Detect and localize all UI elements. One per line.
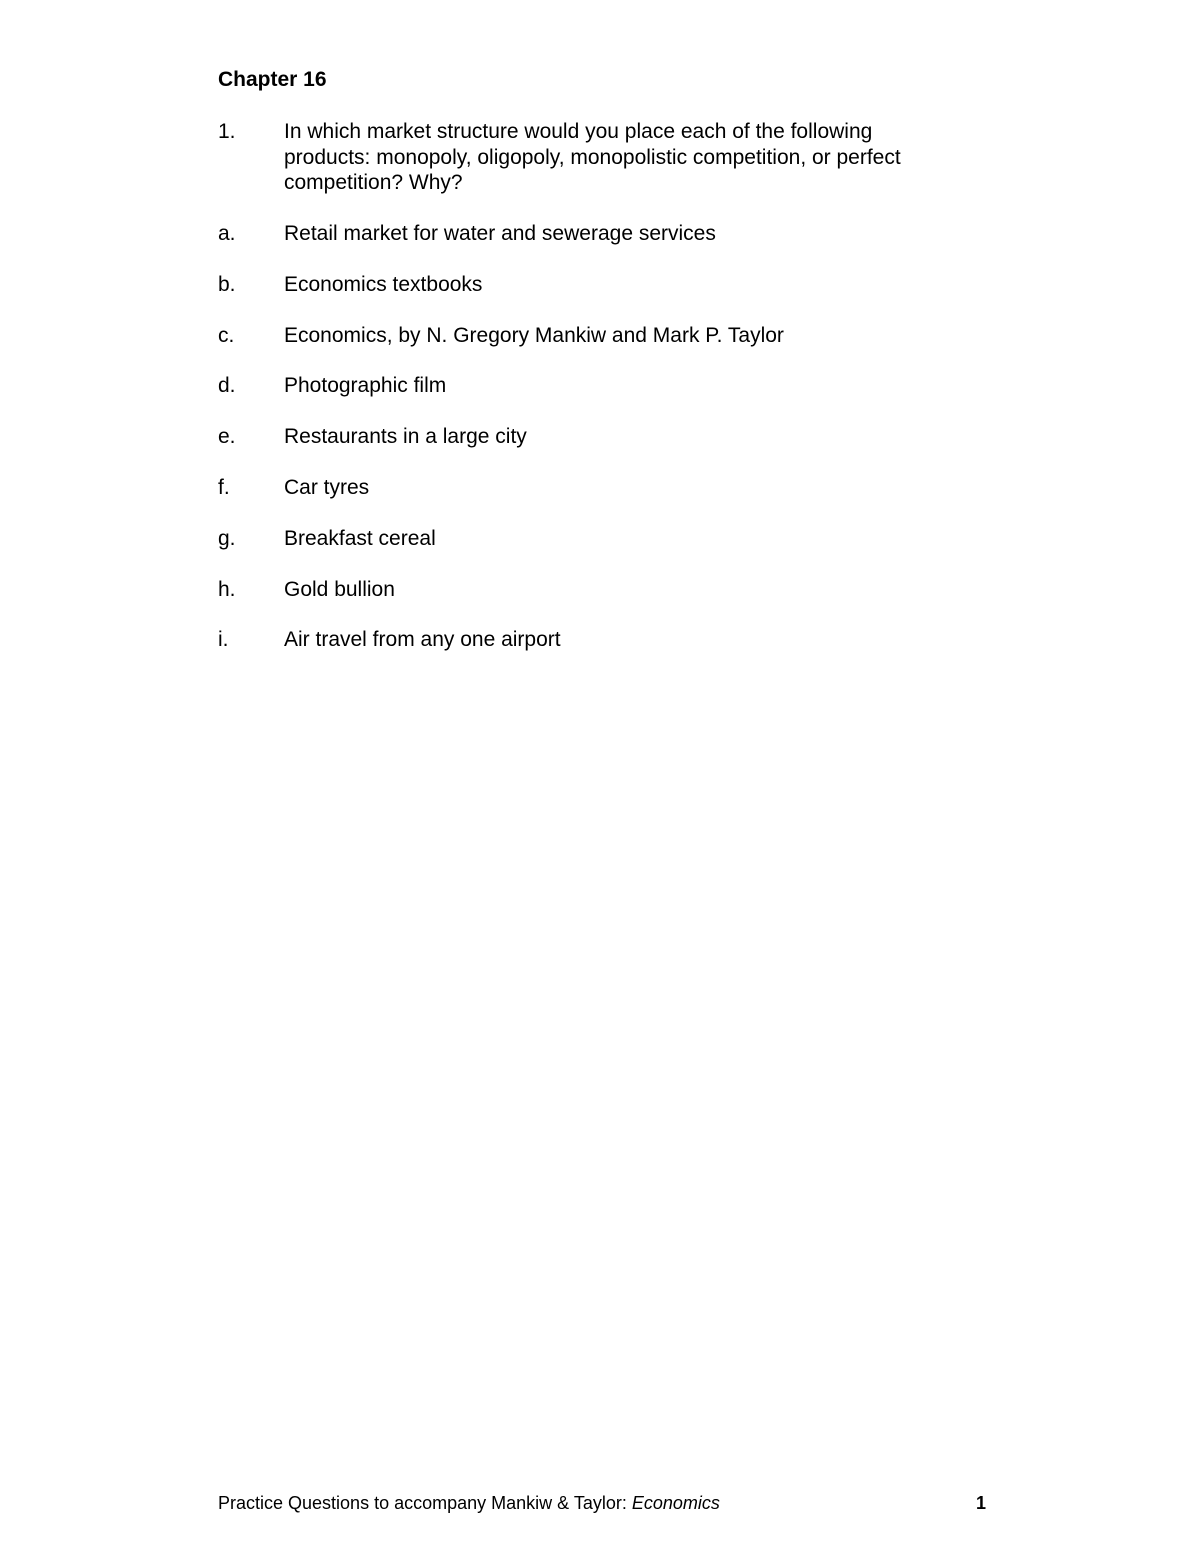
item-letter: i. (218, 628, 229, 652)
answer-list (218, 221, 978, 678)
list-item (218, 577, 978, 602)
footer-text (218, 1492, 720, 1514)
footer-prefix: Practice Questions to accompany Mankiw & Taylor: (218, 1493, 632, 1513)
list-item (218, 627, 978, 652)
item-letter: d. (218, 374, 236, 398)
item-label: Air travel from any one airport (284, 628, 561, 652)
list-item (218, 323, 978, 348)
item-label: Gold bullion (284, 577, 395, 601)
item-label: Retail market for water and sewerage services (284, 222, 716, 245)
question-number: 1. (218, 120, 236, 143)
item-letter: c. (218, 323, 235, 347)
item-letter: f. (218, 475, 230, 499)
list-item (218, 424, 978, 449)
list-item (218, 526, 978, 551)
item-label: Restaurants in a large city (284, 425, 527, 449)
list-item (218, 272, 978, 297)
footer-book-title: Economics (631, 1493, 720, 1513)
chapter-title: Chapter 16 (218, 68, 327, 91)
list-item (218, 373, 978, 398)
item-letter: a. (218, 222, 236, 245)
item-label: Photographic film (284, 374, 447, 398)
item-letter: g. (218, 526, 236, 550)
item-label: Economics, by N. Gregory Mankiw and Mark P. Taylor (284, 323, 784, 347)
item-label: Car tyres (284, 475, 370, 499)
item-letter: e. (218, 425, 236, 449)
list-item (218, 475, 978, 500)
list-item (218, 221, 978, 246)
question-text: In which market structure would you place each of the following products: monopoly, oligopoly, monopolistic competition, or perfect competition? Why? (284, 120, 901, 194)
item-letter: b. (218, 272, 236, 296)
item-label: Breakfast cereal (284, 526, 436, 550)
page-footer (218, 1492, 986, 1516)
page-number: 1 (975, 1493, 986, 1513)
item-label: Economics textbooks (284, 272, 483, 296)
question-1 (218, 119, 978, 196)
item-letter: h. (218, 577, 236, 601)
